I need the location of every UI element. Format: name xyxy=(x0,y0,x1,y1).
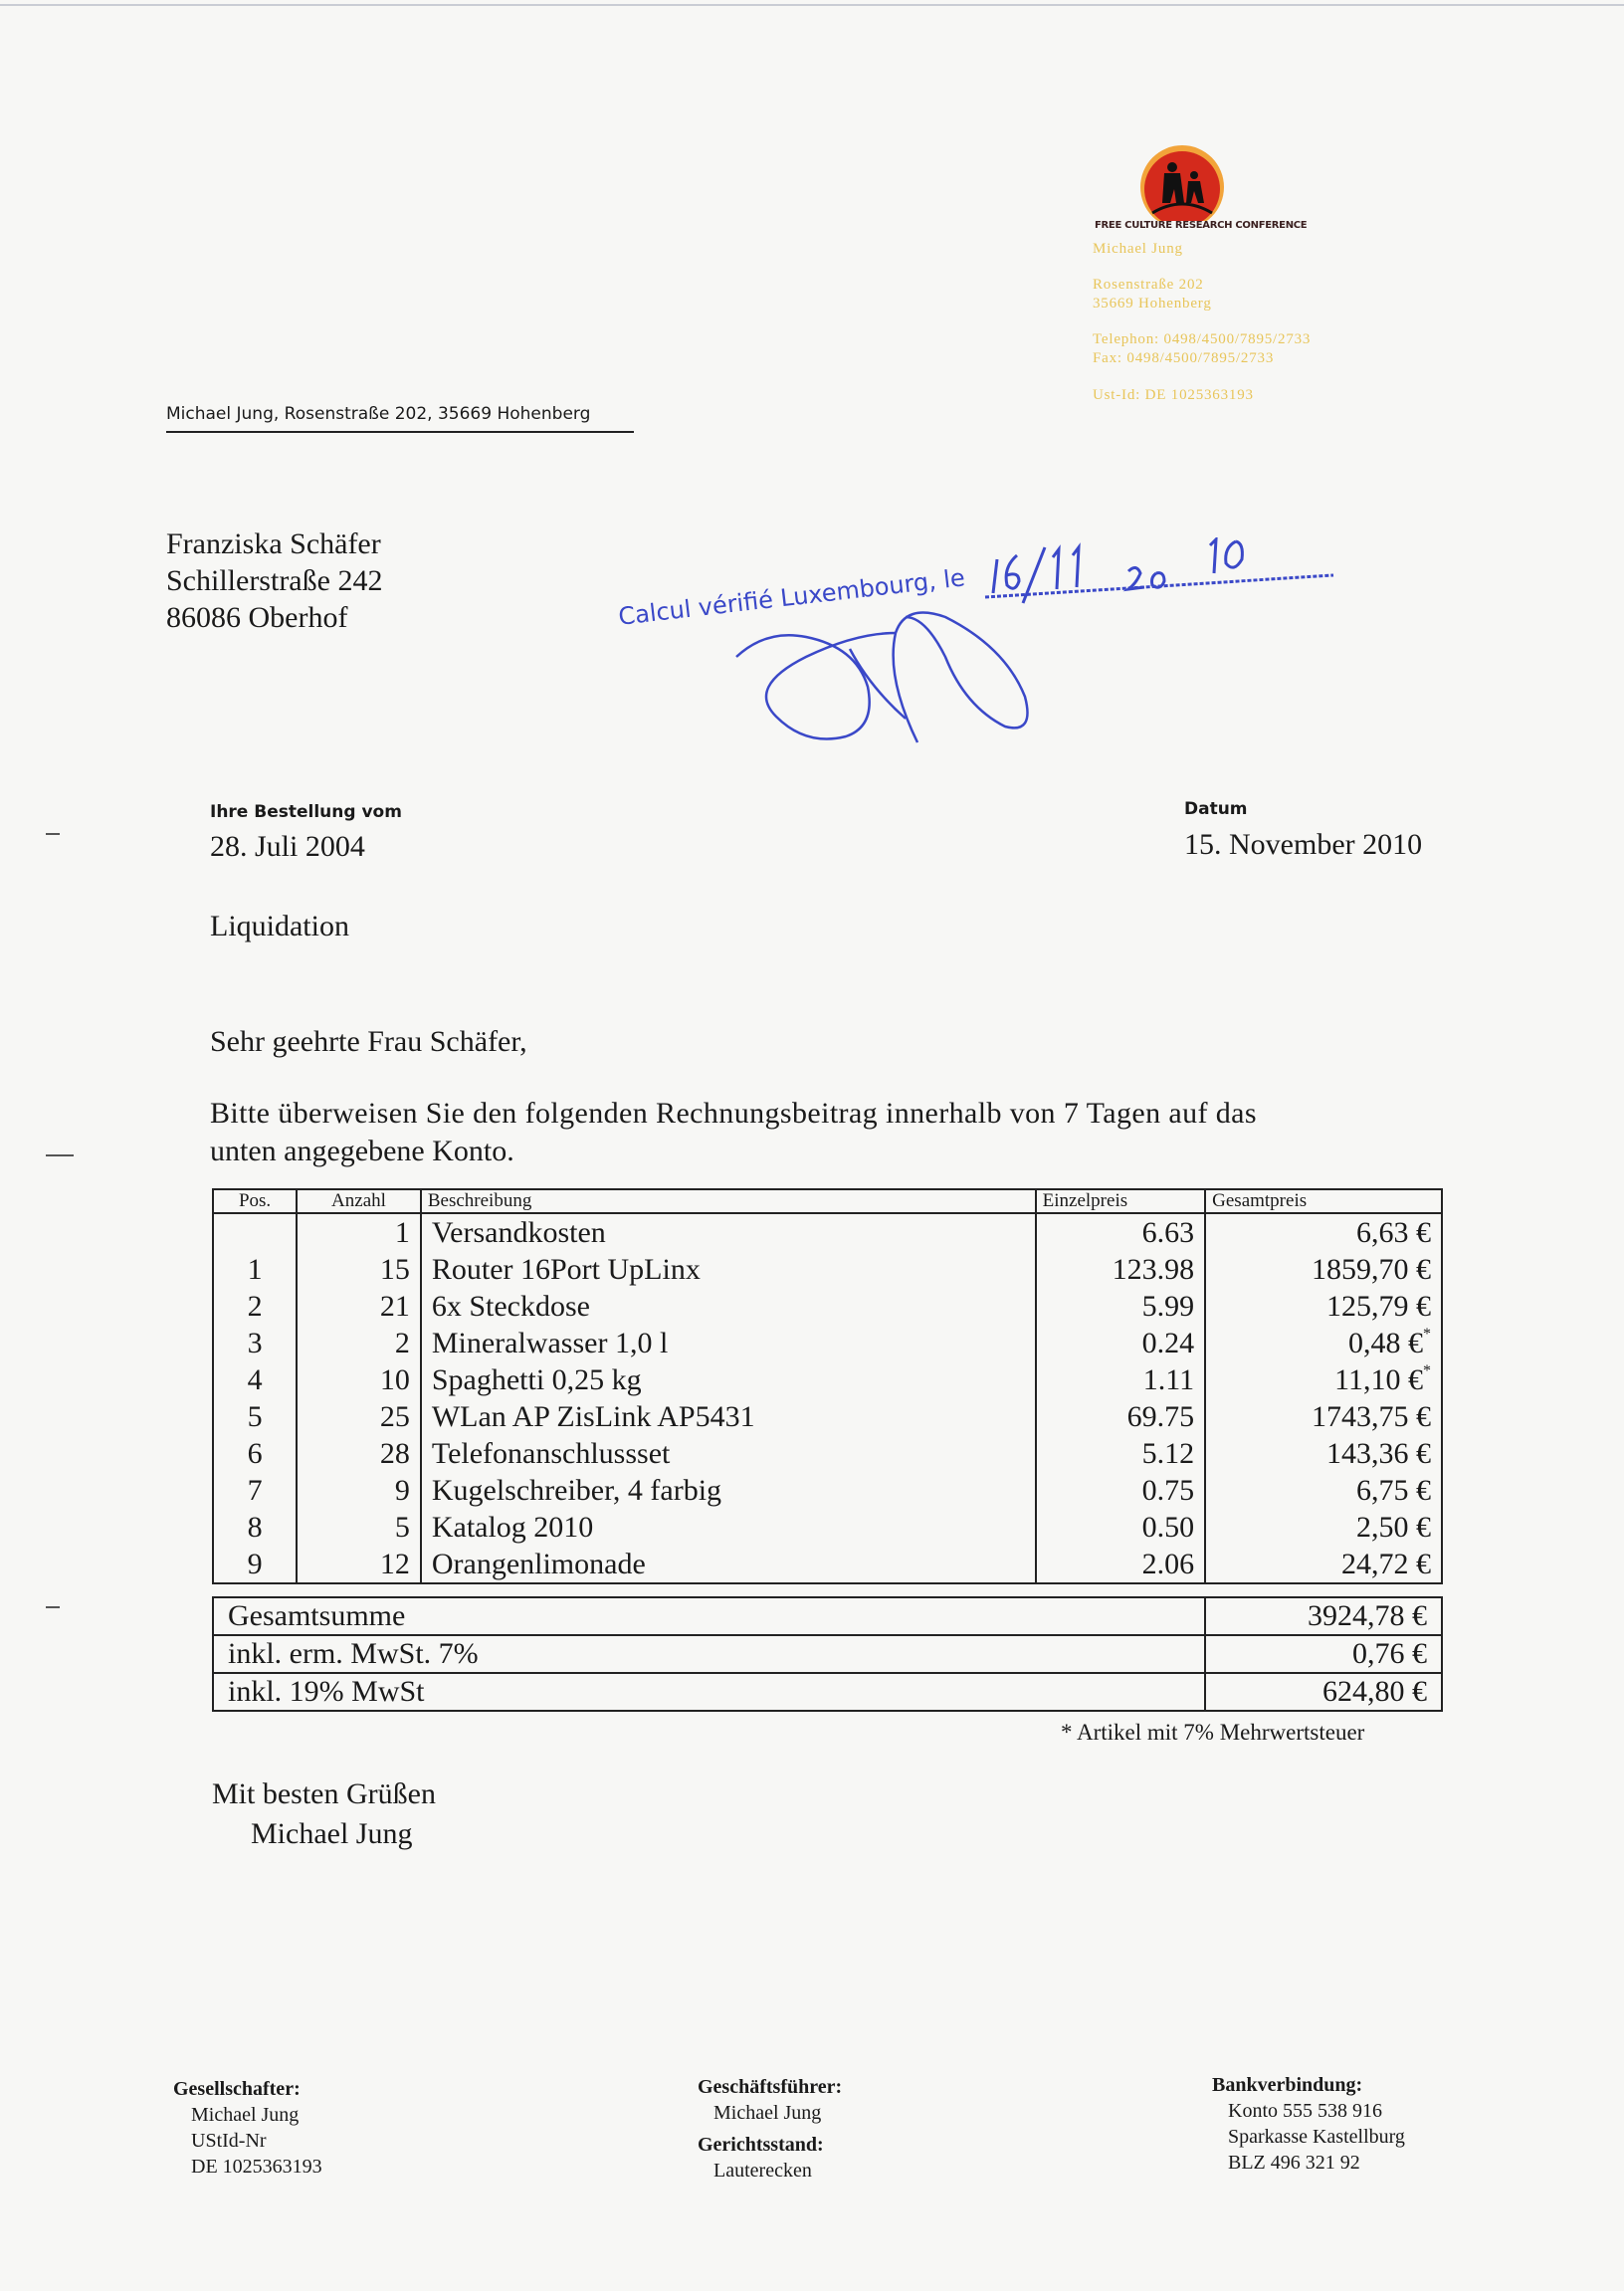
footer-bank-account: Konto 555 538 916 xyxy=(1228,2100,1382,2122)
total-amount: 3924,78 € xyxy=(1205,1597,1442,1635)
row-description: Orangenlimonade xyxy=(421,1546,1036,1583)
vat-mark: * xyxy=(1423,1325,1431,1343)
body-line-1: Bitte überweisen Sie den folgenden Rechnungsbeitrag innerhalb von 7 Tagen auf das xyxy=(210,1097,1257,1130)
letterhead-phone: Telephon: 0498/4500/7895/2733 xyxy=(1093,331,1312,347)
top-edge-line xyxy=(0,4,1624,6)
table-header-row xyxy=(213,1189,1442,1213)
row-description: Kugelschreiber, 4 farbig xyxy=(421,1472,1036,1509)
verification-stamp-signature xyxy=(607,537,1343,756)
row-pos: 8 xyxy=(213,1509,297,1546)
recipient-name: Franziska Schäfer xyxy=(166,527,381,560)
table-row xyxy=(213,1251,1442,1288)
letterhead-street: Rosenstraße 202 xyxy=(1093,277,1204,293)
totals-row xyxy=(213,1673,1442,1711)
row-pos: 5 xyxy=(213,1398,297,1435)
order-date-value: 28. Juli 2004 xyxy=(210,830,365,863)
footer-bank-code: BLZ 496 321 92 xyxy=(1228,2152,1360,2174)
table-row xyxy=(213,1509,1442,1546)
row-total-price: 11,10 €* xyxy=(1205,1361,1442,1398)
logo-wordmark: FREE CULTURE RESEARCH CONFERENCE xyxy=(1095,220,1308,231)
table-row xyxy=(213,1435,1442,1472)
footer-bank-heading: Bankverbindung: xyxy=(1212,2074,1363,2096)
vat-standard-amount: 624,80 € xyxy=(1205,1673,1442,1711)
row-quantity: 12 xyxy=(297,1546,421,1583)
row-unit-price: 0.75 xyxy=(1036,1472,1205,1509)
row-unit-price: 5.99 xyxy=(1036,1288,1205,1325)
table-row xyxy=(213,1472,1442,1509)
footer-jurisdiction-value: Lauterecken xyxy=(713,2160,812,2182)
invoice-date-value: 15. November 2010 xyxy=(1184,828,1423,861)
letterhead-city: 35669 Hohenberg xyxy=(1093,296,1212,312)
row-pos: 1 xyxy=(213,1251,297,1288)
row-quantity: 15 xyxy=(297,1251,421,1288)
row-quantity: 9 xyxy=(297,1472,421,1509)
vat-mark: * xyxy=(1423,1361,1431,1379)
row-quantity: 25 xyxy=(297,1398,421,1435)
fold-mark xyxy=(46,1154,74,1156)
row-unit-price: 5.12 xyxy=(1036,1435,1205,1472)
row-total-price: 1859,70 € xyxy=(1205,1251,1442,1288)
letterhead-fax: Fax: 0498/4500/7895/2733 xyxy=(1093,350,1275,366)
vat-standard-label: inkl. 19% MwSt xyxy=(213,1673,1205,1711)
table-row xyxy=(213,1213,1442,1251)
row-description: Versandkosten xyxy=(421,1213,1036,1251)
row-pos: 2 xyxy=(213,1288,297,1325)
row-description: 6x Steckdose xyxy=(421,1288,1036,1325)
closing-greeting: Mit besten Grüßen xyxy=(212,1777,436,1810)
table-row xyxy=(213,1288,1442,1325)
row-unit-price: 2.06 xyxy=(1036,1546,1205,1583)
row-description: Mineralwasser 1,0 l xyxy=(421,1325,1036,1361)
fold-mark xyxy=(46,833,60,835)
footer-management xyxy=(698,2074,842,2184)
footer-bank xyxy=(1212,2072,1405,2176)
footer-shareholder-name: Michael Jung xyxy=(191,2104,300,2126)
footer-shareholder xyxy=(173,2076,322,2180)
row-pos: 7 xyxy=(213,1472,297,1509)
row-unit-price: 123.98 xyxy=(1036,1251,1205,1288)
row-quantity: 5 xyxy=(297,1509,421,1546)
row-total-price: 6,63 € xyxy=(1205,1213,1442,1251)
recipient-city: 86086 Oberhof xyxy=(166,601,348,634)
row-description: Router 16Port UpLinx xyxy=(421,1251,1036,1288)
row-description: Telefonanschlussset xyxy=(421,1435,1036,1472)
row-unit-price: 1.11 xyxy=(1036,1361,1205,1398)
totals-row xyxy=(213,1635,1442,1673)
row-total-price: 0,48 €* xyxy=(1205,1325,1442,1361)
body-line-2: unten angegebene Konto. xyxy=(210,1135,514,1167)
recipient-street: Schillerstraße 242 xyxy=(166,564,383,597)
order-date-label: Ihre Bestellung vom xyxy=(210,802,402,822)
vat-reduced-label: inkl. erm. MwSt. 7% xyxy=(213,1635,1205,1673)
footer-ustid-value: DE 1025363193 xyxy=(191,2156,322,2178)
table-row xyxy=(213,1361,1442,1398)
row-description: Katalog 2010 xyxy=(421,1509,1036,1546)
closing-name: Michael Jung xyxy=(251,1817,413,1850)
row-total-price: 125,79 € xyxy=(1205,1288,1442,1325)
table-row xyxy=(213,1546,1442,1583)
row-pos xyxy=(213,1213,297,1251)
row-unit-price: 6.63 xyxy=(1036,1213,1205,1251)
table-row xyxy=(213,1398,1442,1435)
vat-footnote: * Artikel mit 7% Mehrwertsteuer xyxy=(1061,1720,1365,1745)
total-label: Gesamtsumme xyxy=(213,1597,1205,1635)
hole-mark xyxy=(46,1606,60,1608)
letterhead-name: Michael Jung xyxy=(1093,241,1183,257)
row-total-price: 2,50 € xyxy=(1205,1509,1442,1546)
footer-manager-heading: Geschäftsführer: xyxy=(698,2076,843,2098)
subject: Liquidation xyxy=(210,910,349,942)
row-pos: 3 xyxy=(213,1325,297,1361)
row-pos: 4 xyxy=(213,1361,297,1398)
salutation: Sehr geehrte Frau Schäfer, xyxy=(210,1025,527,1058)
footer-shareholder-heading: Gesellschafter: xyxy=(173,2078,301,2100)
row-total-price: 1743,75 € xyxy=(1205,1398,1442,1435)
row-pos: 6 xyxy=(213,1435,297,1472)
invoice-items-table xyxy=(212,1188,1443,1584)
row-total-price: 143,36 € xyxy=(1205,1435,1442,1472)
table-row xyxy=(213,1325,1442,1361)
row-quantity: 10 xyxy=(297,1361,421,1398)
vat-reduced-amount: 0,76 € xyxy=(1205,1635,1442,1673)
footer-ustid-label: UStId-Nr xyxy=(191,2130,267,2152)
invoice-totals-table xyxy=(212,1596,1443,1712)
header-total-price: Gesamtpreis xyxy=(1205,1189,1442,1213)
footer-jurisdiction-heading: Gerichtsstand: xyxy=(698,2134,824,2156)
verification-stamp-text: Calcul vérifié Luxembourg, le xyxy=(617,563,967,631)
sender-return-address: Michael Jung, Rosenstraße 202, 35669 Hohenberg xyxy=(166,404,591,424)
row-quantity: 28 xyxy=(297,1435,421,1472)
row-total-price: 6,75 € xyxy=(1205,1472,1442,1509)
row-quantity: 2 xyxy=(297,1325,421,1361)
row-quantity: 1 xyxy=(297,1213,421,1251)
row-total-price: 24,72 € xyxy=(1205,1546,1442,1583)
row-pos: 9 xyxy=(213,1546,297,1583)
row-description: WLan AP ZisLink AP5431 xyxy=(421,1398,1036,1435)
invoice-date-label: Datum xyxy=(1184,799,1248,819)
header-pos: Pos. xyxy=(213,1189,297,1213)
sender-underline xyxy=(166,431,634,433)
header-quantity: Anzahl xyxy=(297,1189,421,1213)
header-description: Beschreibung xyxy=(421,1189,1036,1213)
row-unit-price: 0.50 xyxy=(1036,1509,1205,1546)
header-unit-price: Einzelpreis xyxy=(1036,1189,1205,1213)
letterhead-ust-id: Ust-Id: DE 1025363193 xyxy=(1093,387,1254,403)
footer-bank-name: Sparkasse Kastellburg xyxy=(1228,2126,1405,2148)
row-quantity: 21 xyxy=(297,1288,421,1325)
row-description: Spaghetti 0,25 kg xyxy=(421,1361,1036,1398)
conference-logo xyxy=(1134,143,1230,227)
row-unit-price: 0.24 xyxy=(1036,1325,1205,1361)
footer-manager-name: Michael Jung xyxy=(713,2102,822,2124)
totals-row xyxy=(213,1597,1442,1635)
row-unit-price: 69.75 xyxy=(1036,1398,1205,1435)
